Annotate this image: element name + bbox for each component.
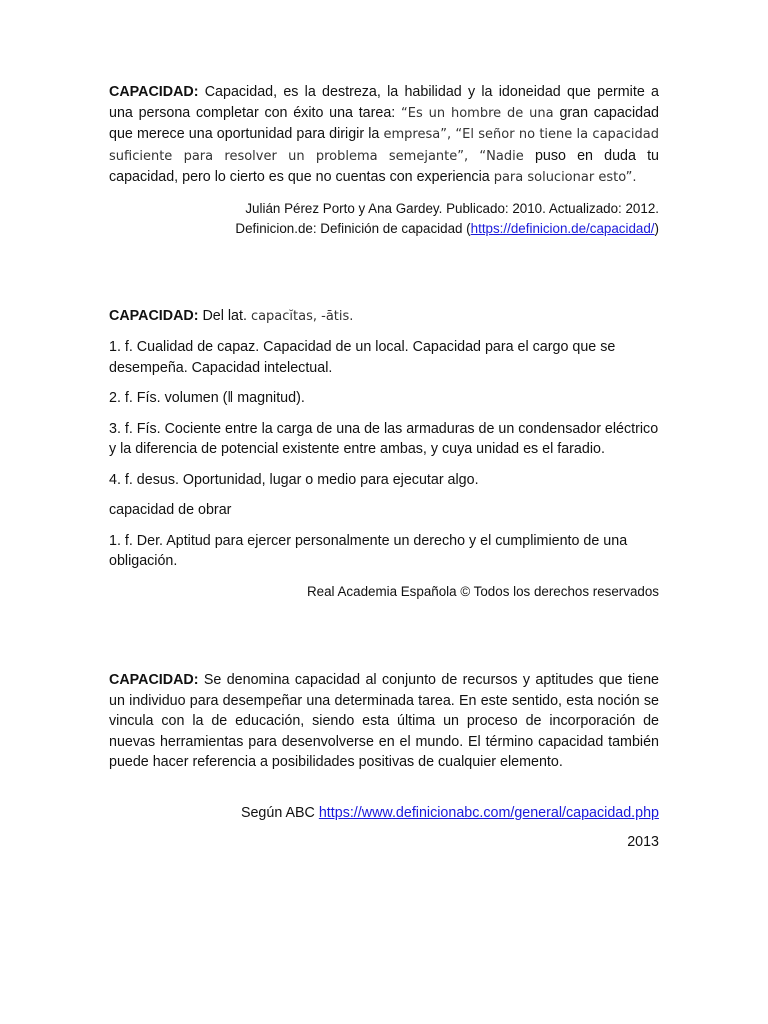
definition-paragraph-3: CAPACIDAD: Se denomina capacidad al conjunto de recursos y aptitudes que tiene un individuo para desempeñar una determinada tarea. En este sentido, esta noción se vincula con la de educación, siendo esta última un proceso de incorporación de nuevas herramientas para desenvolverse en el mundo. El término capacidad también puede hacer referencia a posibilidades positivas de cualquier elemento. [109,672,659,770]
definition-3: 3. f. Fís. Cociente entre la carga de una de las armaduras de un condensador eléctrico y la diferencia de potencial existente entre ambas, y cuya unidad es el faradio. [109,420,659,457]
source-citation-2: Definicion.de: Definición de capacidad (https://definicion.de/capacidad/) [235,221,659,236]
subentry-title: capacidad de obrar [109,502,232,518]
definition-4: 4. f. desus. Oportunidad, lugar o medio para ejecutar algo. [109,471,479,488]
term-label: CAPACIDAD: [109,307,199,324]
term-label: CAPACIDAD: [109,672,199,688]
year-label: 2013 [627,834,659,850]
etymology-line: CAPACIDAD: Del lat. capacĭtas, -ātis. [109,307,354,324]
definition-2: 2. f. Fís. volumen (‖ magnitud). [109,390,305,406]
subentry-definition-1: 1. f. Der. Aptitud para ejercer personalmente un derecho y el cumplimiento de una obligación. [109,532,628,569]
document-page [109,82,659,853]
source-citation-1: Julián Pérez Porto y Ana Gardey. Publicado: 2010. Actualizado: 2012. [245,200,659,216]
definition-paragraph-1: CAPACIDAD: Capacidad, es la destreza, la habilidad y la idoneidad que permite a una persona completar con éxito una tarea: “Es un hombre de una gran capacidad que merece una oportunidad para dirigir la empresa”, “El señor no tiene la capacidad suficiente para resolver un problema semejante”, “Nadie puso en duda tu capacidad, pero lo cierto es que no cuentas con experiencia para solucionar esto”. [109,84,659,185]
copyright-line: Real Academia Española © Todos los derechos reservados [306,583,659,599]
source-link[interactable]: https://www.definicionabc.com/general/capacidad.php [318,804,659,821]
source-citation-3: Según ABC https://www.definicionabc.com/general/capacidad.php [240,804,659,821]
source-link[interactable]: https://definicion.de/capacidad/ [470,221,655,236]
definition-1: 1. f. Cualidad de capaz. Capacidad de un local. Capacidad para el cargo que se desempeña. Capacidad intelectual. [109,339,616,376]
term-label: CAPACIDAD: [109,84,199,100]
